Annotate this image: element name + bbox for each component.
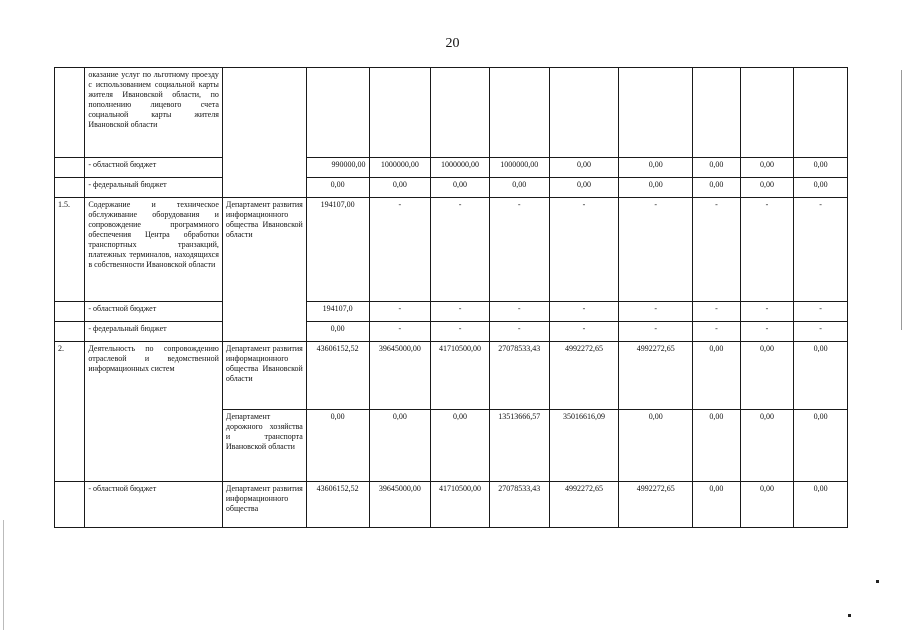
row-value: 0,00 [693, 178, 741, 198]
row-value: 39645000,00 [369, 482, 431, 528]
row-value: - [549, 198, 619, 302]
row-value [489, 68, 549, 158]
row-value: 0,00 [740, 178, 794, 198]
scan-artifact [848, 614, 851, 617]
table-row [55, 178, 848, 198]
row-name: - федеральный бюджет [85, 322, 223, 342]
row-value: 0,00 [794, 410, 848, 482]
row-executor: Департамент развития информационного общества Ивановской области [222, 198, 306, 342]
row-value: - [549, 322, 619, 342]
row-value: 0,00 [306, 178, 369, 198]
scan-artifact [876, 580, 879, 583]
row-value [306, 68, 369, 158]
row-value: 990000,00 [306, 158, 369, 178]
row-value: 0,00 [794, 482, 848, 528]
page-number: 20 [445, 36, 460, 51]
table-row [55, 68, 848, 158]
row-value: 43606152,52 [306, 342, 369, 410]
row-value [369, 68, 431, 158]
row-value: - [431, 302, 490, 322]
row-value: 0,00 [794, 158, 848, 178]
row-value: - [489, 322, 549, 342]
row-index [55, 68, 85, 158]
row-value: 1000000,00 [431, 158, 490, 178]
row-name: - областной бюджет [85, 158, 223, 178]
row-name: Содержание и техническое обслуживание оборудования и сопровождение программного обеспечения Центра обработки транспортных транзакций, платежных терминалов, находящихся в собственности Ивановской области [85, 198, 223, 302]
row-value: 0,00 [740, 482, 794, 528]
row-value: - [693, 198, 741, 302]
row-value: 41710500,00 [431, 482, 490, 528]
row-executor: Департамент развития информационного общества Ивановской области [222, 342, 306, 410]
row-value: 1000000,00 [369, 158, 431, 178]
row-value [693, 68, 741, 158]
row-value: 27078533,43 [489, 482, 549, 528]
row-value: 13513666,57 [489, 410, 549, 482]
row-value [740, 68, 794, 158]
row-value: - [619, 302, 693, 322]
row-value: 39645000,00 [369, 342, 431, 410]
row-value: - [431, 198, 490, 302]
row-value: - [794, 302, 848, 322]
row-value: - [549, 302, 619, 322]
row-executor: Департамент развития информационного общества [222, 482, 306, 528]
table-row [55, 322, 848, 342]
row-index: 2. [55, 342, 85, 482]
row-value: 194107,00 [306, 198, 369, 302]
row-value: 0,00 [431, 410, 490, 482]
table-row [55, 302, 848, 322]
row-value: 0,00 [693, 482, 741, 528]
table-row [55, 158, 848, 178]
row-value: 4992272,65 [619, 342, 693, 410]
row-executor: Департамент дорожного хозяйства и транспорта Ивановской области [222, 410, 306, 482]
row-value: - [693, 322, 741, 342]
table-row [55, 342, 848, 410]
row-value: - [489, 198, 549, 302]
scan-artifact [3, 520, 4, 630]
row-value: - [489, 302, 549, 322]
row-value: 0,00 [619, 410, 693, 482]
row-value: 0,00 [306, 322, 369, 342]
row-value: 4992272,65 [549, 342, 619, 410]
row-value: 35016616,09 [549, 410, 619, 482]
scan-artifact [901, 70, 902, 330]
row-value: 0,00 [794, 178, 848, 198]
row-value: 0,00 [693, 342, 741, 410]
row-value: 4992272,65 [619, 482, 693, 528]
row-value: - [619, 322, 693, 342]
row-executor [222, 68, 306, 198]
row-value: 0,00 [431, 178, 490, 198]
row-value: 0,00 [369, 178, 431, 198]
row-value: 43606152,52 [306, 482, 369, 528]
row-value: 1000000,00 [489, 158, 549, 178]
row-value: - [693, 302, 741, 322]
row-value [431, 68, 490, 158]
table-row [55, 198, 848, 302]
row-value: - [740, 198, 794, 302]
row-name: Деятельность по сопровождению отраслевой и ведомственной информационных систем [85, 342, 223, 482]
row-value: - [794, 198, 848, 302]
row-value: 0,00 [740, 158, 794, 178]
row-value: - [794, 322, 848, 342]
row-value: 0,00 [489, 178, 549, 198]
row-value: 41710500,00 [431, 342, 490, 410]
row-value: 0,00 [794, 342, 848, 410]
row-value: - [369, 198, 431, 302]
row-value: 0,00 [740, 342, 794, 410]
row-name: - федеральный бюджет [85, 178, 223, 198]
row-value: 0,00 [693, 158, 741, 178]
row-value: - [740, 302, 794, 322]
row-name: - областной бюджет [85, 482, 223, 528]
row-value: 0,00 [549, 178, 619, 198]
row-value [619, 68, 693, 158]
row-value: 0,00 [740, 410, 794, 482]
row-value: - [369, 302, 431, 322]
row-value: 0,00 [619, 178, 693, 198]
row-value: 0,00 [619, 158, 693, 178]
row-name: - областной бюджет [85, 302, 223, 322]
row-name: оказание услуг по льготному проезду с использованием социальной карты жителя Ивановской области, по пополнению лицевого счета социальной карты жителя Ивановской области [85, 68, 223, 158]
row-value: - [431, 322, 490, 342]
row-value [794, 68, 848, 158]
row-value: 27078533,43 [489, 342, 549, 410]
row-value: - [369, 322, 431, 342]
row-value [549, 68, 619, 158]
row-value: - [619, 198, 693, 302]
row-value: 4992272,65 [549, 482, 619, 528]
row-value: 0,00 [369, 410, 431, 482]
row-value: 0,00 [693, 410, 741, 482]
row-value: - [740, 322, 794, 342]
budget-table [54, 67, 848, 528]
row-index: 1.5. [55, 198, 85, 302]
row-value: 194107,0 [306, 302, 369, 322]
row-value: 0,00 [549, 158, 619, 178]
row-value: 0,00 [306, 410, 369, 482]
table-row [55, 482, 848, 528]
